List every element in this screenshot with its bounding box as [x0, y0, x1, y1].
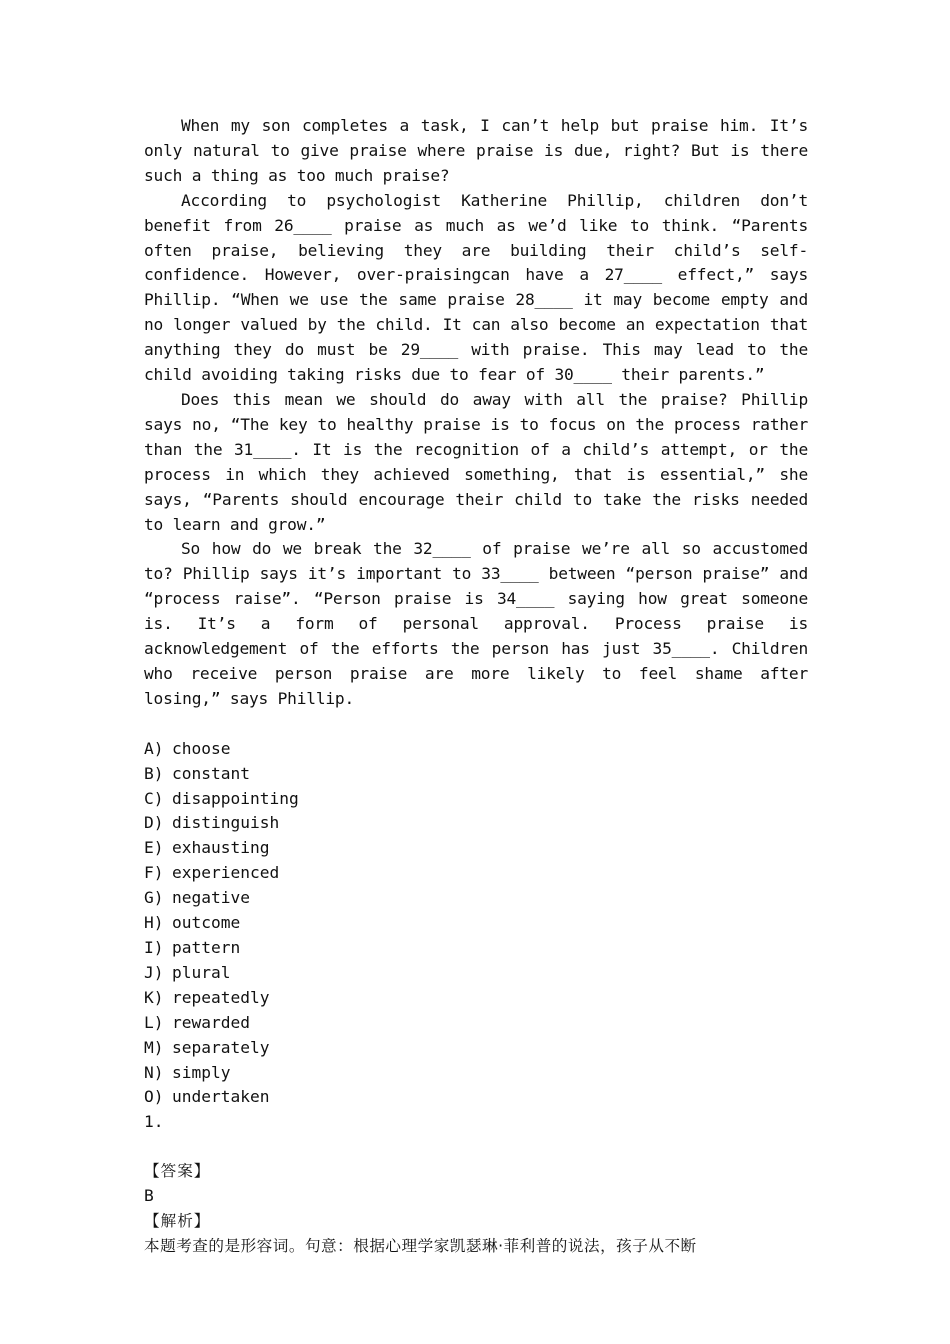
- option-word: repeatedly: [172, 987, 270, 1007]
- option-letter: A): [144, 738, 164, 758]
- option-c: [144, 787, 808, 812]
- option-word: rewarded: [172, 1012, 250, 1032]
- option-letter: K): [144, 987, 164, 1007]
- answer-heading: 【答案】: [144, 1162, 211, 1181]
- passage-paragraph-3: Does this mean we should do away with all the praise? Phillip says no, “The key to healthy praise is to focus on the process rather than the 31____. It is the recognition of a child’s attempt, or the process in which they achieved something, that is essential,” she says, “Parents should encourage their child to take the risks needed to learn and grow.”: [144, 389, 808, 534]
- answer-analysis: [144, 1159, 808, 1259]
- option-letter: F): [144, 863, 164, 883]
- option-word: negative: [172, 888, 250, 908]
- option-l: [144, 1011, 808, 1036]
- option-g: [144, 886, 808, 911]
- question-number: 1.: [144, 1112, 164, 1132]
- option-letter: M): [144, 1037, 164, 1057]
- option-a: [144, 737, 808, 762]
- option-word: disappointing: [172, 788, 299, 808]
- option-word: separately: [172, 1037, 270, 1057]
- option-word: simply: [172, 1062, 231, 1082]
- option-word: exhausting: [172, 838, 270, 858]
- option-letter: C): [144, 788, 164, 808]
- option-word: distinguish: [172, 813, 280, 833]
- analysis-text: 本题考查的是形容词。句意：根据心理学家凯瑟琳·菲利普的说法，孩子从不断: [144, 1236, 697, 1255]
- passage-paragraph-1: When my son completes a task, I can’t help but praise him. It’s only natural to give praise where praise is due, right? But is there such a thing as too much praise?: [144, 116, 808, 185]
- option-m: [144, 1036, 808, 1061]
- option-e: [144, 836, 808, 861]
- option-word: constant: [172, 763, 250, 783]
- option-o: [144, 1085, 808, 1110]
- answer-value: B: [144, 1186, 154, 1206]
- option-letter: I): [144, 938, 164, 957]
- option-letter: D): [144, 813, 164, 833]
- passage-paragraph-2: According to psychologist Katherine Phillip, children don’t benefit from 26____ praise as much as we’d like to think. “Parents often praise, believing they are building their child’s self-confidence. However, over-praisingcan have a 27____ effect,” says Phillip. “When we use the same praise 28____ it may become empty and no longer valued by the child. It can also become an expectation that anything they do must be 29____ with praise. This may lead to the child avoiding taking risks due to fear of 30____ their parents.”: [144, 190, 808, 385]
- option-word: plural: [172, 962, 231, 982]
- option-letter: H): [144, 913, 164, 933]
- analysis-heading: 【解析】: [144, 1212, 211, 1231]
- option-j: [144, 961, 808, 986]
- option-i: [144, 936, 808, 961]
- document-page: [144, 114, 808, 1259]
- option-letter: O): [144, 1087, 164, 1107]
- option-word: pattern: [172, 938, 241, 957]
- option-letter: B): [144, 763, 164, 783]
- option-k: [144, 986, 808, 1011]
- option-h: [144, 911, 808, 936]
- option-d: [144, 811, 808, 836]
- option-word: experienced: [172, 863, 280, 883]
- option-letter: G): [144, 888, 164, 908]
- option-word: choose: [172, 738, 231, 758]
- option-word: undertaken: [172, 1087, 270, 1107]
- option-word: outcome: [172, 913, 241, 933]
- option-b: [144, 762, 808, 787]
- option-letter: J): [144, 962, 164, 982]
- option-letter: N): [144, 1062, 164, 1082]
- passage: [144, 114, 808, 712]
- option-letter: E): [144, 838, 164, 858]
- word-bank: [144, 737, 808, 1136]
- passage-paragraph-4: So how do we break the 32____ of praise we’re all so accustomed to? Phillip says it’s important to 33____ between “person praise” and “process raise”. “Person praise is 34____ saying how great someone is. It’s a form of personal approval. Process praise is acknowledgement of the efforts the person has just 35____. Children who receive person praise are more likely to feel shame after losing,” says Phillip.: [144, 539, 808, 708]
- option-f: [144, 861, 808, 886]
- option-n: [144, 1061, 808, 1086]
- option-letter: L): [144, 1012, 164, 1032]
